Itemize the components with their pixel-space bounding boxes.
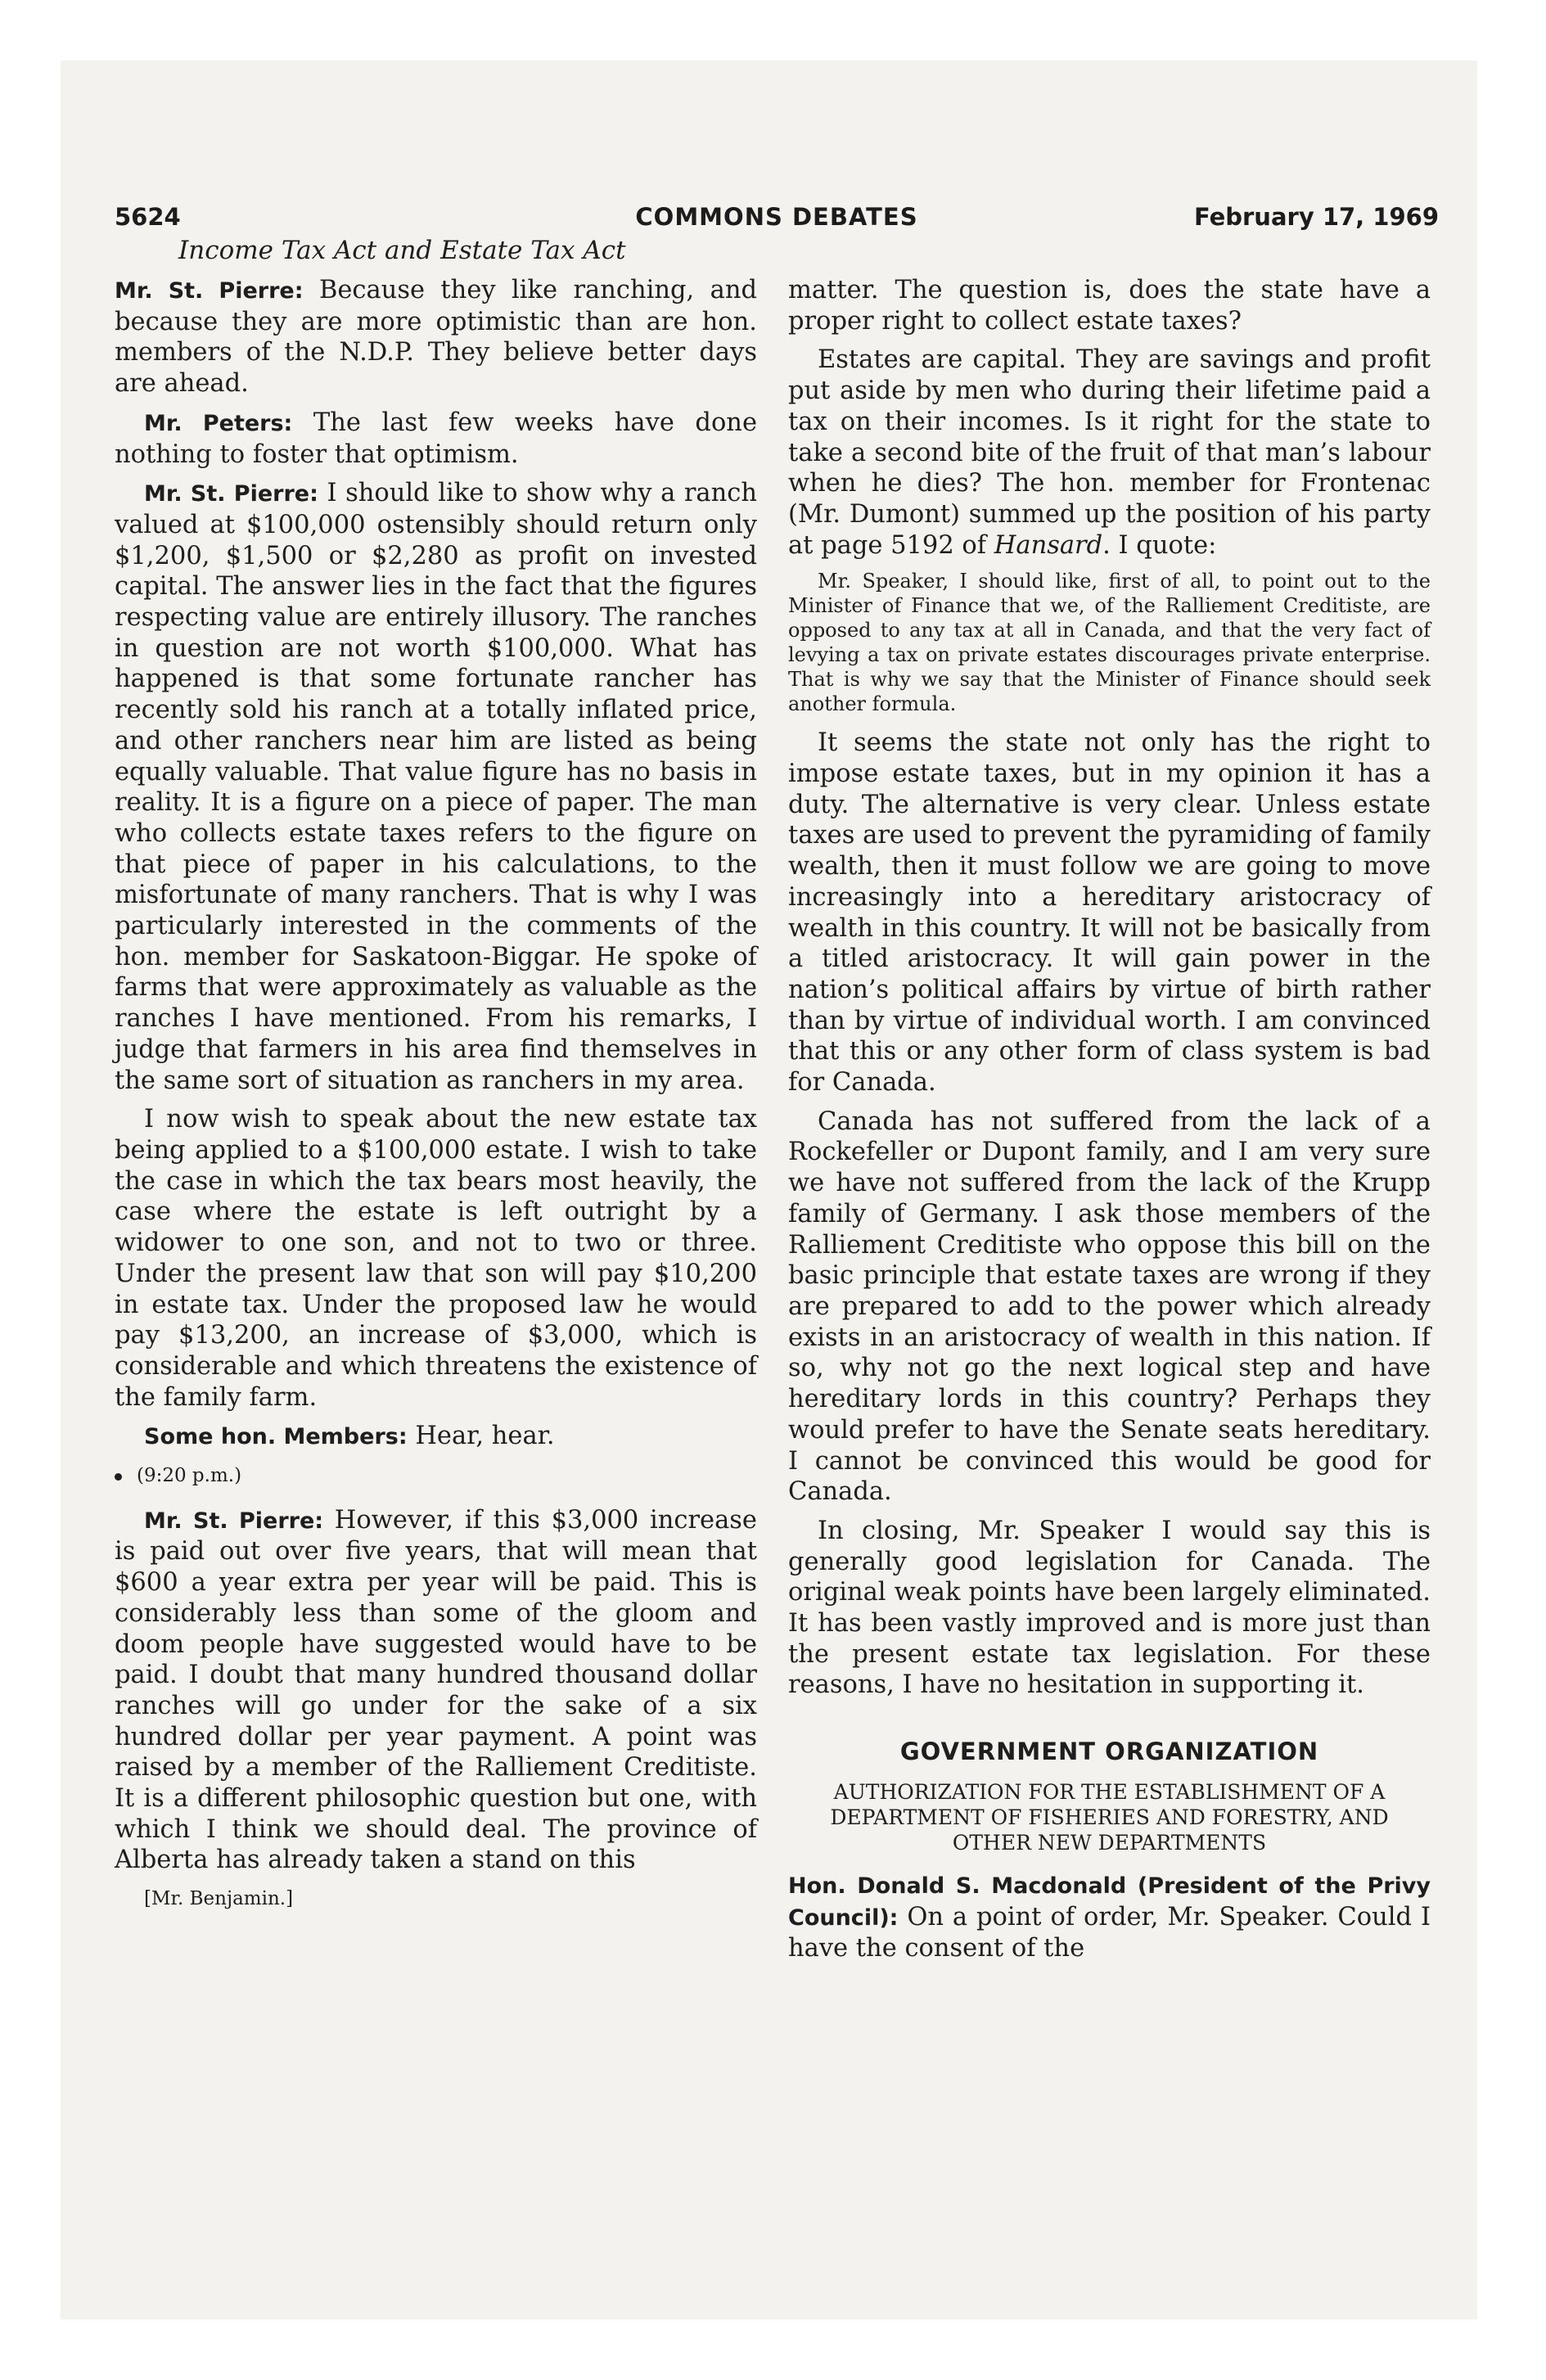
paragraph [788,1516,1431,1701]
paragraph-text: I should like to show why a ranch valued at $100,000 ostensibly should return only $1,200, $1,500 or $2,280 as profit on invested capital. The answer lies in the fact that the figures respecting value are entirely illusory. The ranches in question are not worth $100,000. What has happened is that some fortunate rancher has recently sold his ranch at a totally inflated price, and other ranchers near him are listed as being equally valuable. That value figure has no basis in reality. It is a figure on a piece of paper. The man who collects estate taxes refers to the figure on that piece of paper in his calculations, to the misfortunate of many ranchers. That is why I was particularly interested in the comments of the hon. member for Saskatoon-Biggar. He spoke of farms that were approximately as valuable as the ranches I have mentioned. From his remarks, I judge that farmers in his area find themselves in the same sort of situation as ranchers in my area. [115,479,757,1095]
paragraph-text: Hear, hear. [407,1422,555,1451]
paragraph-text: Estates are capital. They are savings and profit put aside by men who during their lifetime paid a tax on their incomes. Is it right for the state to take a second bite of the fruit of that man’s labour when he dies? The hon. member for Frontenac (Mr. Dumont) summed up the position of his party at page 5192 of [788,345,1431,560]
speaker-attribution: [Mr. Benjamin.] [144,1888,294,1910]
paragraph-text: It seems the state not only has the right to impose estate taxes, but in my opinion it has a duty. The alternative is very clear. Unless estate taxes are used to prevent the pyramiding of family wealth, then it must follow we are going to move increasingly into a hereditary aristocracy of wealth in this country. It will not be basically from a titled aristocracy. It will gain power in the nation’s political affairs by virtue of birth rather than by virtue of individual worth. I am convinced that this or any other form of class system is bad for Canada. [788,728,1431,1098]
right-column [788,275,1431,1972]
paragraph [115,1104,757,1413]
page-number: 5624 [115,203,181,231]
paragraph [115,275,757,399]
paragraph [115,1505,757,1876]
paragraph [115,408,757,470]
paragraph-text: Canada has not suffered from the lack of a Rockefeller or Dupont family, and I am very sure we have not suffered from the lack of the Krupp family of Germany. I ask those members of the Ralliement Creditiste who oppose this bill on the basic principle that estate taxes are wrong if they are prepared to add to the power which already exists in an aristocracy of wealth in this nation. If so, why not go the next logical step and have hereditary lords in this country? Perhaps they would prefer to have the Senate seats hereditary. I cannot be convinced this would be good for Canada. [788,1107,1431,1507]
block-quote: Mr. Speaker, I should like, first of all, to point out to the Minister of Finance that we, of the Ralliement Creditiste, are opposed to any tax at all in Canada, and that the very fact of levying a tax on private estates discourages private enterprise. That is why we say that the Minister of Finance should seek another formula. [788,570,1431,716]
paragraph [115,1421,757,1453]
left-column [115,275,757,1923]
paragraph [788,275,1431,336]
speaker-name: Hon. Donald S. Macdonald (President of the Privy Council): [788,1873,1431,1931]
speaker-name: Mr. St. Pierre: [144,1508,324,1534]
section-subheading: AUTHORIZATION FOR THE ESTABLISHMENT OF A DEPARTMENT OF FISHERIES AND FORESTRY, AND OTHER NEW DEPARTMENTS [830,1779,1389,1855]
paragraph-text: matter. The question is, does the state have a proper right to collect estate taxes? [788,276,1431,336]
bullet-icon [115,1473,122,1481]
paragraph [788,728,1431,1098]
paragraph-text: On a point of order, Mr. Speaker. Could I have the consent of the [788,1902,1431,1963]
page-header [115,203,1439,236]
running-title: Income Tax Act and Estate Tax Act [178,236,626,265]
time-text: (9:20 p.m.) [137,1465,242,1487]
paragraph-text: The last few weeks have done nothing to foster that optimism. [115,408,758,469]
paragraph-text: However, if this $3,000 increase is paid out over five years, that will mean that $600 a year extra per year will be paid. This is considerably less than some of the gloom and doom people have suggested would have to be paid. I doubt that many hundred thousand dollar ranches will go under for the sake of a six hundred dollar per year payment. A point was raised by a member of the Ralliement Creditiste. It is a different philosophic question but one, with which I think we should deal. The province of Alberta has already taken a stand on this [115,1505,757,1875]
paragraph [788,1870,1431,1964]
publication-reference: Hansard [994,530,1103,560]
speaker-name: Some hon. Members: [144,1424,408,1450]
paragraph [115,478,757,1096]
paragraph [788,345,1431,561]
publication-title: COMMONS DEBATES [635,203,918,231]
speaker-name: Mr. St. Pierre: [144,481,318,507]
page-date: February 17, 1969 [1193,203,1439,231]
section-heading: GOVERNMENT ORGANIZATION [899,1738,1319,1766]
paragraph-text: Because they like ranching, and because they are more optimistic than are hon. members of the N.D.P. They believe better days are ahead. [115,276,757,399]
paragraph-text: . I quote: [1102,530,1217,560]
paragraph-text: In closing, Mr. Speaker I would say this is generally good legislation for Canada. The original weak points have been largely eliminated. It has been vastly improved and is more just than the present estate tax legislation. For these reasons, I have no hesitation in supporting it. [788,1516,1431,1700]
time-stamp [115,1461,757,1492]
paragraph [788,1107,1431,1508]
paragraph-text: I now wish to speak about the new estate tax being applied to a $100,000 estate. I wish to take the case in which the tax bears most heavily, the case where the estate is left outright by a widower to one son, and not to two or three. Under the present law that son will pay $10,200 in estate tax. Under the proposed law he would pay $13,200, an increase of $3,000, which is considerable and which threatens the existence of the family farm. [115,1105,757,1412]
speaker-name: Mr. St. Pierre: [115,278,304,304]
speaker-name: Mr. Peters: [144,410,293,436]
